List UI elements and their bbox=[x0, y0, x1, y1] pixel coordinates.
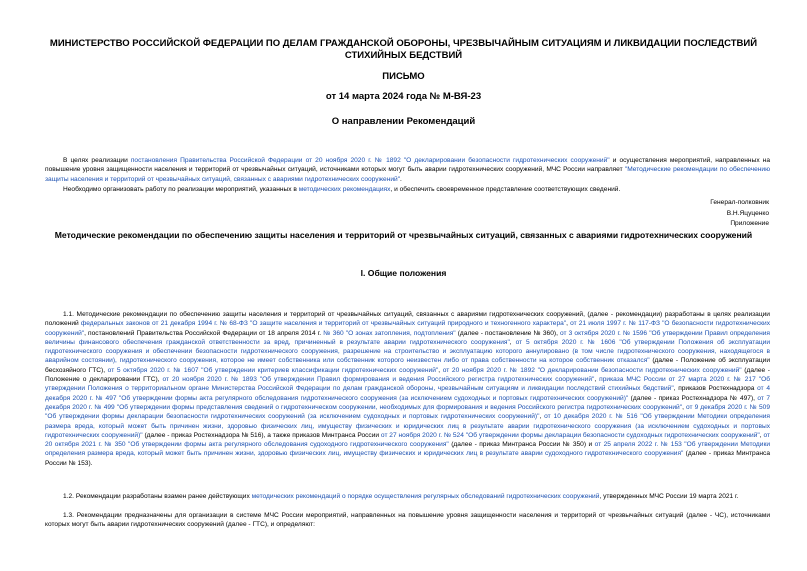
text: , утвержденных МЧС России 19 марта 2021 г. bbox=[599, 493, 739, 500]
link-recommendations[interactable]: "Методические рекомендации по обеспечению защиты населения и территорий от чрезвычайных ситуаций, связанных с авариями гидротехнических сооружений" bbox=[45, 166, 771, 183]
link-order-153[interactable]: от 25 апреля 2022 г. № 153 "Об утверждении Методики определения размера вреда, который может быть причинен жизни, здоровью физических лиц, имуществу физических и юридических лиц в результате аварии судоходного гидротехнического сооружения" bbox=[45, 441, 771, 458]
link-law-68fz[interactable]: федеральных законов от 21 декабря 1994 г. № 68-ФЗ "О защите населения и территорий от чрезвычайных ситуаций природного и техногенного характера" bbox=[80, 320, 567, 328]
link-order-497[interactable]: от 4 декабря 2020 г. № 497 "Об утверждении формы акта регулярного обследования гидротехнического сооружения (за исключением судоходных и портовых гидротехнических сооружений)" bbox=[45, 385, 770, 402]
text: , и обеспечить своевременное представление соответствующих сведений. bbox=[390, 186, 621, 193]
text: , bbox=[566, 320, 571, 328]
text: , bbox=[509, 338, 516, 346]
link-order-217[interactable]: приказа МЧС России от 27 марта 2020 г. № 217 "Об утверждении Положения о территориальном органе Министерства Российской Федерации по делам гражданской обороны, чрезвычайным ситуациям и ликвидации последствий стихийных бедствий" bbox=[45, 376, 771, 393]
text: 1.3. Рекомендации предназначены для организации в системе МЧС России мероприятий, направленных на повышение уровня защищенности населения и территорий от чрезвычайных ситуаций (далее - ЧС), источниками которых могут быть аварии гидротехнических сооружений (далее - ГТС), и определяют: bbox=[45, 512, 770, 529]
paragraph-1-1 bbox=[45, 310, 770, 468]
link-methodical-recommendations[interactable]: методических рекомендациях bbox=[298, 186, 391, 193]
ministry-heading: МИНИСТЕРСТВО РОССИЙСКОЙ ФЕДЕРАЦИИ ПО ДЕЛАМ ГРАЖДАНСКОЙ ОБОРОНЫ, ЧРЕЗВЫЧАЙНЫМ СИТУАЦИЯМ И ЛИКВИДАЦИИ ПОСЛЕДСТВИЙ СТИХИЙНЫХ БЕДСТВИЙ bbox=[49, 38, 758, 61]
link-decree-1606[interactable]: от 5 октября 2020 г. № 1606 "Об утверждении Положения об эксплуатации гидротехнического сооружения и обеспечении безопасности гидротехнического сооружения, разрешение на строительство и эксплуатацию которого аннулировано (в том числе гидротехнического сооружения, находящегося в аварийном состоянии), гидротехнического сооружения, которое не имеет собственника или собственник которого неизвестен либо от права собственности на которое собственник отказался" bbox=[45, 338, 771, 365]
text: , bbox=[438, 366, 443, 374]
document-type: ПИСЬМО bbox=[382, 71, 425, 82]
link-decree-1893[interactable]: от 20 ноября 2020 г. № 1893 "Об утверждении Правил формирования и ведения Российского регистра гидротехнических сооружений" bbox=[162, 376, 595, 384]
link-order-516[interactable]: от 10 декабря 2020 г. № 516 "Об утверждении Методики определения размера вреда, который может быть причинен жизни, здоровью физических лиц, имуществу физических и юридических лиц в результате аварии гидротехнического сооружения (за исключением судоходных и портовых гидротехнических сооружений)" bbox=[45, 413, 770, 439]
text: (далее - постановление № 360), bbox=[455, 329, 561, 337]
link-decree-1607[interactable]: от 5 октября 2020 г. № 1607 "Об утверждении критериев классификации гидротехнических сооружений" bbox=[107, 366, 439, 374]
document-date: от 14 марта 2024 года № М-ВЯ-23 bbox=[325, 91, 482, 102]
text: , bbox=[539, 413, 545, 421]
intro-paragraph-2 bbox=[45, 185, 770, 194]
link-decree-1596[interactable]: от 3 октября 2020 г. № 1596 "Об утверждении Правил определения величины финансового обеспечения гражданской ответственности за вред, причиненный в результате аварии гидротехнического сооружения" bbox=[45, 329, 770, 346]
text: (далее - Положение об эксплуатации бесхозяйного ГТС), bbox=[45, 357, 771, 374]
text: (далее - Положение о декларировании ГТС), bbox=[45, 366, 771, 384]
text: и осуществления мероприятий, направленных на повышение уровня защищенности населения и территорий от чрезвычайных ситуаций, источниками которых могут быть аварии гидротехнических сооружений, МЧС России направляет bbox=[45, 157, 770, 174]
text: В целях реализации bbox=[63, 157, 131, 164]
text: , bbox=[594, 376, 600, 384]
link-order-509[interactable]: от 9 декабря 2020 г. № 509 "Об утверждении формы декларации безопасности гидротехнических сооружений (за исключением судоходных и портовых гидротехнических сооружений)" bbox=[45, 403, 771, 421]
text: (далее - приказ Минтранса России № 350) и bbox=[448, 441, 595, 449]
text: Необходимо организовать работу по реализации мероприятий, указанных в bbox=[63, 186, 299, 193]
link-law-117fz[interactable]: от 21 июля 1997 г. № 117-ФЗ "О безопасности гидротехнических сооружений" bbox=[45, 320, 770, 337]
appendix-label: Приложение bbox=[730, 220, 769, 227]
text: , приказов Ростехнадзора bbox=[673, 385, 758, 393]
link-decree-1892[interactable]: постановления Правительства Российской Федерации от 20 ноября 2020 г. № 1892 "О декларировании безопасности гидротехнических сооружений" bbox=[130, 157, 610, 164]
text: 1.2. Рекомендации разработаны взамен ранее действующих bbox=[63, 493, 252, 500]
paragraph-1-3 bbox=[45, 511, 770, 530]
recommendations-title: Методические рекомендации по обеспечению защиты населения и территорий от чрезвычайных ситуаций, связанных с авариями гидротехнических сооружений bbox=[54, 230, 753, 240]
text: , bbox=[759, 431, 764, 439]
section-title: I. Общие положения bbox=[360, 268, 447, 278]
signature-name: В.Н.Яцуценко bbox=[726, 210, 769, 217]
text: , постановлений Правительства Российской Федерации от 18 апреля 2014 г. bbox=[84, 329, 324, 337]
text: , bbox=[682, 403, 686, 411]
document-title: О направлении Рекомендаций bbox=[331, 116, 476, 127]
link-order-524[interactable]: от 27 ноября 2020 г. № 524 "Об утверждении формы декларации безопасности судоходных гидротехнических сооружений" bbox=[380, 431, 760, 439]
text: 1.1. Методические рекомендации по обеспечению защиты населения и территорий от чрезвычайных ситуаций, связанных с авариями гидротехнических сооружений, (далее - рекомендации) разработаны в целях реализации положений bbox=[45, 311, 770, 328]
text: (далее - приказ Минтранса России № 153). bbox=[45, 450, 770, 467]
link-decree-1892[interactable]: от 20 ноября 2020 г. № 1892 "О декларировании безопасности гидротехнических сооружений" bbox=[442, 366, 742, 374]
intro-paragraph bbox=[45, 156, 770, 184]
link-order-499[interactable]: от 7 декабря 2020 г. № 499 "Об утверждении формы представления сведений о гидротехническом сооружении, необходимых для формирования и ведения Российского регистра гидротехнических сооружений" bbox=[45, 394, 771, 411]
text: . bbox=[400, 175, 402, 183]
link-old-recommendations[interactable]: методических рекомендаций о порядке осуществления регулярных обследований гидротехнических сооружений bbox=[251, 493, 600, 500]
text: (далее - приказ Ростехнадзора № 497), bbox=[628, 394, 758, 402]
link-decree-360[interactable]: № 360 "О зонах затопления, подтопления" bbox=[323, 329, 456, 337]
paragraph-1-2 bbox=[45, 492, 770, 501]
link-order-350[interactable]: от 20 октября 2021 г. № 350 "Об утверждении формы акта регулярного обследования судоходного гидротехнического сооружения" bbox=[45, 431, 770, 449]
text: (далее - приказ Ростехнадзора № 516), а также приказов Минтранса России bbox=[142, 431, 381, 439]
signature-position: Генерал-полковник bbox=[710, 199, 769, 206]
